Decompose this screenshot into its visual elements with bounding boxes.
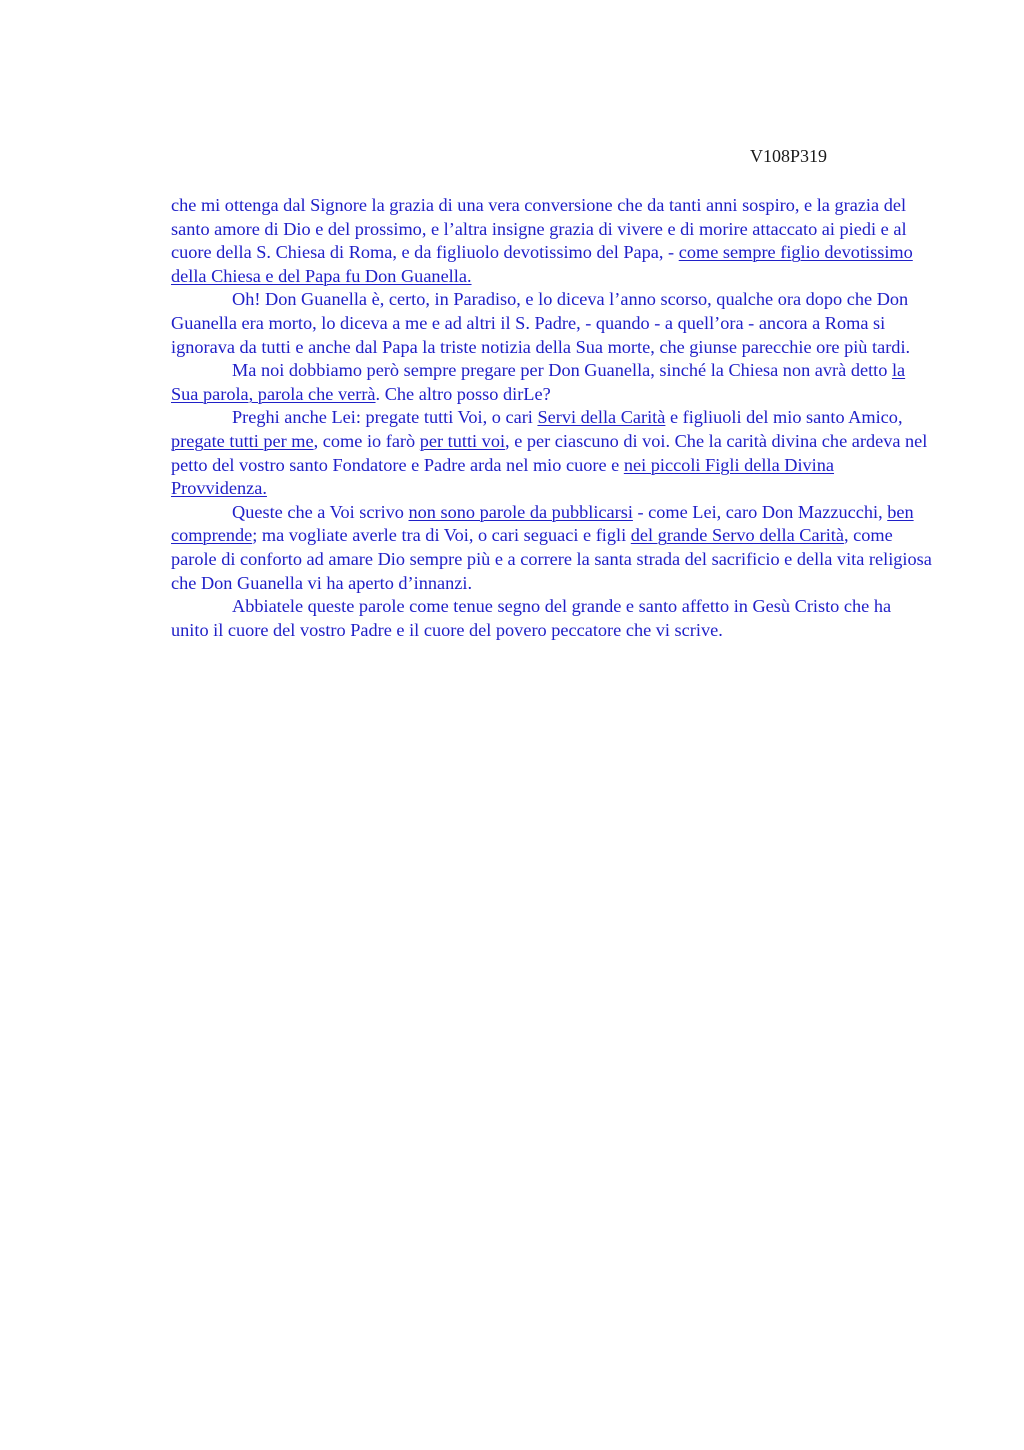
- underlined-text-segment: come sempre figlio devotissimo della Chiesa e del Papa fu Don Guanella.: [171, 242, 913, 286]
- text-segment: . Che altro posso dirLe?: [375, 383, 551, 404]
- text-segment: - come Lei, caro Don Mazzucchi,: [632, 501, 888, 522]
- page-identifier: V108P319: [750, 146, 828, 166]
- underlined-text-segment: pregate tutti per me: [171, 430, 314, 451]
- letter-paragraph: [171, 595, 933, 642]
- underlined-text-segment: ben comprende: [171, 501, 914, 546]
- text-segment: , come io farò: [313, 430, 420, 451]
- letter-paragraph: [171, 406, 933, 500]
- underlined-text-segment: nei piccoli Figli della Divina Provvidenza.: [171, 454, 835, 499]
- letter-body: [171, 194, 933, 642]
- underlined-text-segment: per tutti voi: [419, 430, 506, 451]
- letter-paragraph: [171, 194, 933, 288]
- underlined-text-segment: Servi della Carità: [537, 407, 666, 428]
- underlined-text-segment: non sono parole da pubblicarsi: [408, 501, 633, 522]
- text-segment: Abbiatele queste parole come tenue segno del grande e santo affetto in Gesù Cristo che ha unito il cuore del vostro Padre e il cuore del povero peccatore che vi scrive.: [171, 596, 892, 640]
- underlined-text-segment: la Sua parola, parola che verrà: [171, 360, 906, 404]
- text-segment: che mi ottenga dal Signore la grazia di una vera conversione che da tanti anni sospiro, e la grazia del santo amore di Dio e del prossimo, e l’altra insigne grazia di vivere e di morire attaccato ai piedi e al cuore della S. Chiesa di Roma, e da figliuolo devotissimo del Papa, -: [171, 195, 907, 263]
- text-segment: Queste che a Voi scrivo: [232, 501, 409, 522]
- text-segment: ; ma vogliate averle tra di Voi, o cari seguaci e figli: [252, 525, 631, 546]
- letter-paragraph: [171, 359, 933, 406]
- text-segment: Oh! Don Guanella è, certo, in Paradiso, e lo diceva l’anno scorso, qualche ora dopo che Don Guanella era morto, lo diceva a me e ad altri il S. Padre, - quando - a quell’ora - ancora a Roma si ignorava da tutti e anche dal Papa la triste notizia della Sua morte, che giunse parecchie ore più tardi.: [171, 289, 911, 357]
- text-segment: e figliuoli del mio santo Amico,: [665, 407, 903, 428]
- letter-paragraph: [171, 501, 933, 595]
- underlined-text-segment: del grande Servo della Carità: [630, 525, 844, 546]
- text-segment: , come parole di conforto ad amare Dio sempre più e a correre la santa strada del sacrificio e della vita religiosa che Don Guanella vi ha aperto d’innanzi.: [171, 525, 932, 593]
- text-segment: Preghi anche Lei: pregate tutti Voi, o cari: [232, 407, 538, 428]
- letter-paragraph: [171, 288, 933, 359]
- text-segment: , e per ciascuno di voi. Che la carità divina che ardeva nel petto del vostro santo Fondatore e Padre arda nel mio cuore e: [171, 430, 928, 475]
- text-segment: Ma noi dobbiamo però sempre pregare per Don Guanella, sinché la Chiesa non avrà detto: [232, 360, 892, 381]
